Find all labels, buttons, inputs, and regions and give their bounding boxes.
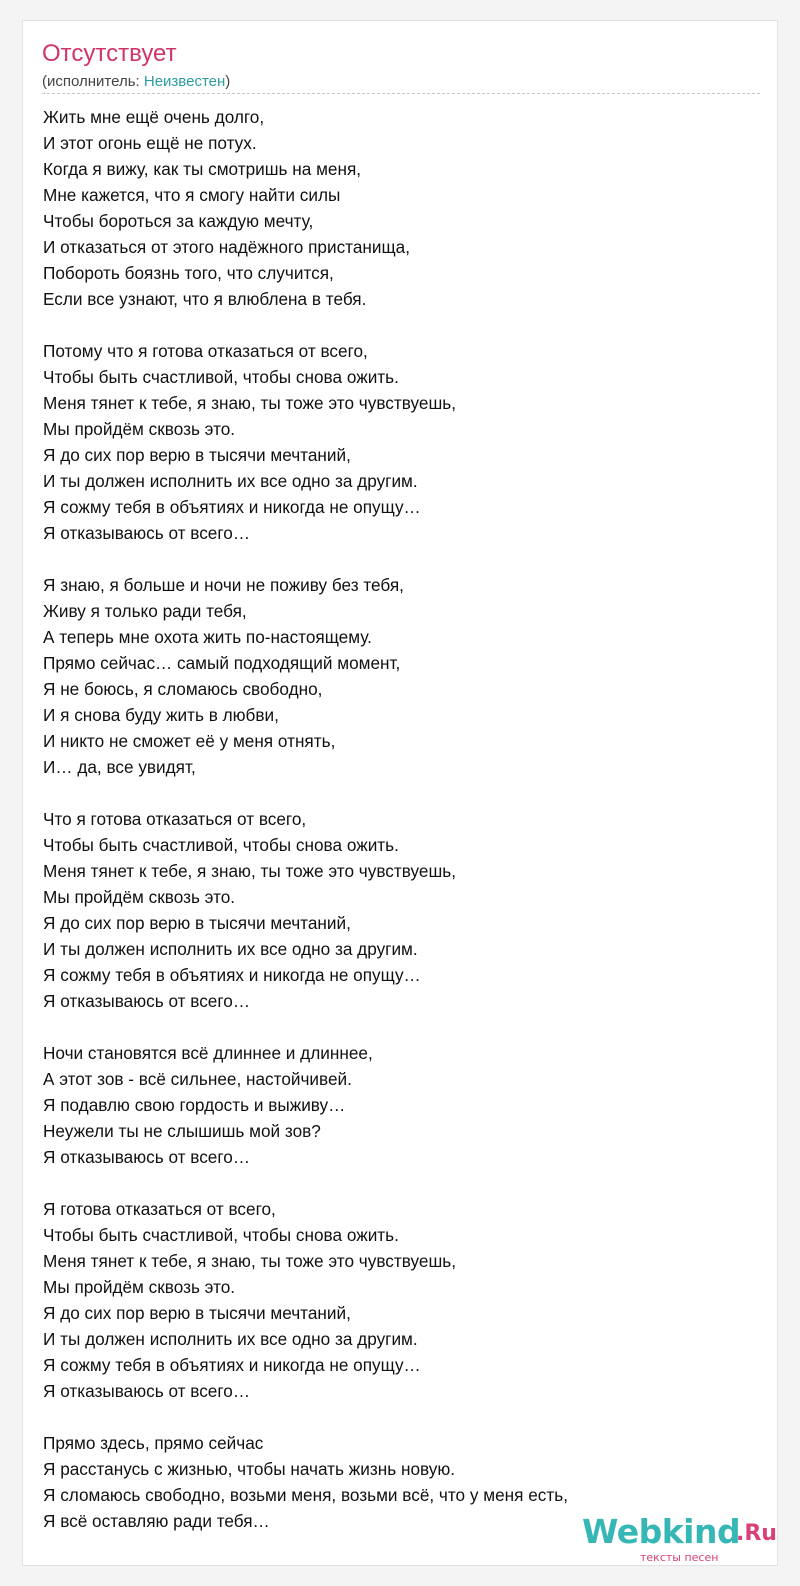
lyrics-stanza xyxy=(43,104,743,312)
lyric-line: И отказаться от этого надёжного пристанища, xyxy=(43,237,410,257)
lyric-line: Чтобы быть счастливой, чтобы снова ожить. xyxy=(43,1225,399,1245)
lyric-line: Прямо здесь, прямо сейчас xyxy=(43,1433,264,1453)
lyrics-stanza xyxy=(43,572,743,780)
logo-wordmark: Webkind xyxy=(582,1512,741,1551)
artist-prefix: (исполнитель: xyxy=(42,73,144,90)
title-divider xyxy=(42,93,760,94)
lyric-line: Я всё оставляю ради тебя… xyxy=(43,1511,270,1531)
lyric-line: Чтобы быть счастливой, чтобы снова ожить. xyxy=(43,835,399,855)
lyric-line: Живу я только ради тебя, xyxy=(43,601,247,621)
artist-link[interactable]: Неизвестен xyxy=(143,73,226,90)
lyric-line: Ночи становятся всё длиннее и длиннее, xyxy=(43,1043,373,1063)
lyric-line: Прямо сейчас… самый подходящий момент, xyxy=(43,653,401,673)
lyric-line: Я сожму тебя в объятиях и никогда не опущу… xyxy=(43,497,421,517)
lyric-line: Я до сих пор верю в тысячи мечтаний, xyxy=(43,913,351,933)
lyric-line: Чтобы бороться за каждую мечту, xyxy=(43,211,314,231)
lyrics-stanza xyxy=(43,806,743,1014)
lyric-line: Меня тянет к тебе, я знаю, ты тоже это чувствуешь, xyxy=(43,393,456,413)
lyric-line: И ты должен исполнить их все одно за другим. xyxy=(43,471,418,491)
lyric-line: Меня тянет к тебе, я знаю, ты тоже это чувствуешь, xyxy=(43,861,456,881)
lyric-line: Я отказываюсь от всего… xyxy=(43,991,251,1011)
artist-line xyxy=(42,74,230,89)
lyric-line: И… да, все увидят, xyxy=(43,757,196,777)
lyric-line: Если все узнают, что я влюблена в тебя. xyxy=(43,289,367,309)
lyric-line: Чтобы быть счастливой, чтобы снова ожить. xyxy=(43,367,399,387)
lyric-line: Я сломаюсь свободно, возьми меня, возьми всё, что у меня есть, xyxy=(43,1485,568,1505)
lyric-line: И никто не сможет её у меня отнять, xyxy=(43,731,336,751)
lyric-line: Я готова отказаться от всего, xyxy=(43,1199,276,1219)
lyric-line: Мы пройдём сквозь это. xyxy=(43,1277,236,1297)
lyric-line: Когда я вижу, как ты смотришь на меня, xyxy=(43,159,362,179)
lyric-line: Меня тянет к тебе, я знаю, ты тоже это чувствуешь, xyxy=(43,1251,456,1271)
lyric-line: И этот огонь ещё не потух. xyxy=(43,133,257,153)
lyric-line: Я до сих пор верю в тысячи мечтаний, xyxy=(43,1303,351,1323)
lyrics-stanza xyxy=(43,1196,743,1404)
lyric-line: Я отказываюсь от всего… xyxy=(43,523,251,543)
lyric-line: Я расстанусь с жизнью, чтобы начать жизнь новую. xyxy=(43,1459,456,1479)
lyric-line: И ты должен исполнить их все одно за другим. xyxy=(43,939,418,959)
lyric-line: Побороть боязнь того, что случится, xyxy=(43,263,334,283)
lyric-line: Я до сих пор верю в тысячи мечтаний, xyxy=(43,445,351,465)
lyric-line: Я не боюсь, я сломаюсь свободно, xyxy=(43,679,323,699)
lyric-line: Я сожму тебя в объятиях и никогда не опущу… xyxy=(43,1355,421,1375)
logo-domain: .Ru xyxy=(736,1521,777,1546)
lyric-line: И ты должен исполнить их все одно за другим. xyxy=(43,1329,418,1349)
lyric-line: Неужели ты не слышишь мой зов? xyxy=(43,1121,321,1141)
lyric-line: Потому что я готова отказаться от всего, xyxy=(43,341,368,361)
lyrics-text xyxy=(43,104,743,1534)
lyric-line: Мы пройдём сквозь это. xyxy=(43,419,236,439)
logo-subtitle: тексты песен xyxy=(640,1551,719,1564)
song-title: Отсутствует xyxy=(42,40,177,67)
lyric-line: Мне кажется, что я смогу найти силы xyxy=(43,185,341,205)
lyric-line: И я снова буду жить в любви, xyxy=(43,705,279,725)
lyric-line: Жить мне ещё очень долго, xyxy=(43,107,265,127)
lyric-line: Я отказываюсь от всего… xyxy=(43,1147,251,1167)
lyric-line: А теперь мне охота жить по-настоящему. xyxy=(43,627,372,647)
lyric-line: Я отказываюсь от всего… xyxy=(43,1381,251,1401)
lyrics-stanza xyxy=(43,1040,743,1170)
lyric-line: Я подавлю свою гордость и выживу… xyxy=(43,1095,346,1115)
lyric-line: А этот зов - всё сильнее, настойчивей. xyxy=(43,1069,352,1089)
artist-suffix: ) xyxy=(225,73,231,90)
lyric-line: Я знаю, я больше и ночи не поживу без тебя, xyxy=(43,575,404,595)
lyrics-stanza xyxy=(43,338,743,546)
lyric-line: Что я готова отказаться от всего, xyxy=(43,809,307,829)
lyric-line: Я сожму тебя в объятиях и никогда не опущу… xyxy=(43,965,421,985)
site-logo[interactable] xyxy=(582,1512,777,1565)
lyric-line: Мы пройдём сквозь это. xyxy=(43,887,236,907)
